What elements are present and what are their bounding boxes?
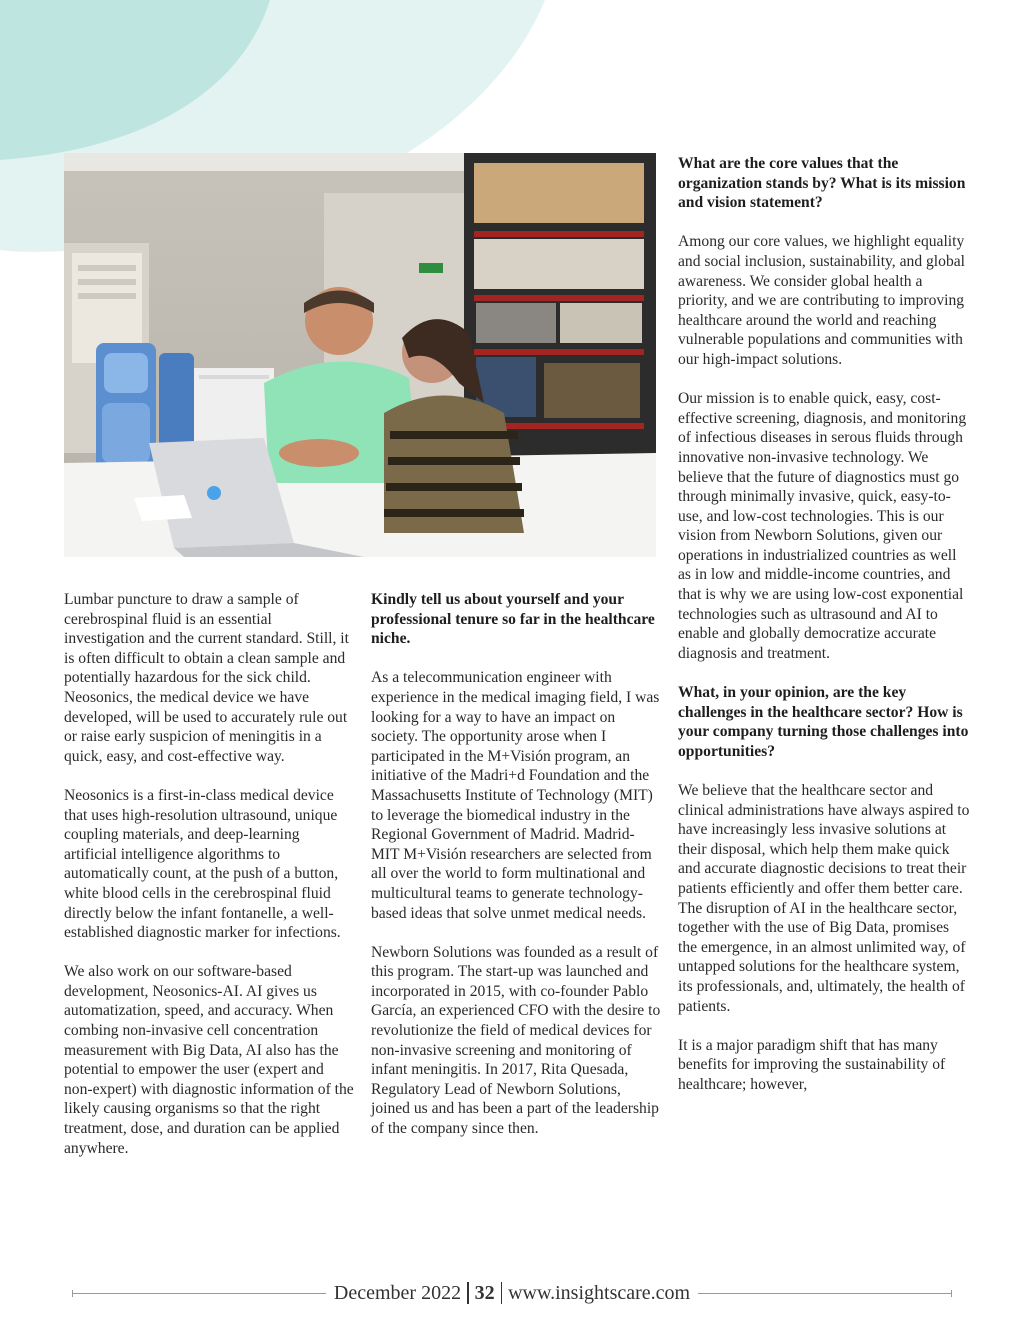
page-number: 32 — [474, 1281, 495, 1304]
paragraph: Our mission is to enable quick, easy, cost-effective screening, diagnosis, and monitoring of infectious diseases in serous fluids through innovative non-invasive technology. We believe that the future of diagnostics must go through minimally invasive, quick, easy-to-use, and low-cost technologies. This is our vision from Newborn Solutions, given our operations in industrialized countries as well as in low and middle-income countries, and that is why we are using low-cost exponential technologies such as ultrasound and AI to enable and globally democratize accurate diagnosis and treatment. — [678, 390, 967, 662]
paragraph: Neosonics is a first-in-class medical device that uses high-resolution ultrasound, unique coupling materials, and deep-learning artificial intelligence algorithms to automatically count, at the push of a button, white blood cells in the cerebrospinal fluid directly below the infant fontanelle, a well-established diagnostic marker for infections. — [64, 786, 341, 942]
article-column-1 — [64, 590, 356, 1178]
paragraph: We also work on our software-based development, Neosonics-AI. AI gives us automatization, speed, and accuracy. When combing non-invasive cell concentration measurement with Big Data, AI also has the potential to empower the user (expert and non-expert) with diagnostic information of the likely causing organisms so that the right treatment, dose, and duration can be applied anywhere. — [64, 963, 354, 1157]
footer-separator — [501, 1282, 503, 1304]
footer-website-link[interactable]: www.insightscare.com — [508, 1281, 691, 1304]
footer-rule-left — [72, 1293, 326, 1294]
article-column-3 — [678, 154, 970, 1114]
paragraph: Newborn Solutions was founded as a result of this program. The start-up was launched and incorporated in 2015, with co-founder Pablo García, an experienced CFO with the desire to revolutionize the field of medical devices for non-invasive screening and monitoring of infant meningitis. In 2017, Rita Quesada, Regulatory Lead of Newborn Solutions, joined us and has been a part of the leadership of the company since then. — [371, 943, 661, 1138]
interview-question: What are the core values that the organization stands by? What is its mission and vision statement? — [678, 155, 966, 212]
footer-text — [326, 1282, 698, 1305]
article-photo — [64, 153, 656, 557]
paragraph: Among our core values, we highlight equality and social inclusion, sustainability, and global awareness. We consider global health a priority, and we are contributing to improving healthcare around the world and reaching vulnerable populations and communities with our high-impact solutions. — [678, 233, 965, 368]
footer-date: December 2022 — [333, 1281, 462, 1304]
interview-question: Kindly tell us about yourself and your professional tenure so far in the healthcare niche. — [371, 591, 655, 648]
article-column-2 — [371, 590, 663, 1158]
photo-lab-illustration — [64, 153, 656, 557]
footer-separator — [467, 1282, 469, 1304]
paragraph: It is a major paradigm shift that has many benefits for improving the sustainability of healthcare; however, — [678, 1036, 946, 1093]
paragraph: We believe that the healthcare sector and clinical administrations have always aspired to have increasingly less invasive solutions at their disposal, which help them make quick and accurate diagnostic decisions to treat their patients efficiently and offer them better care. The disruption of AI in the healthcare sector, together with the use of Big Data, promises the emergence, in an almost unlimited way, of untapped solutions for the healthcare system, its professionals, and, ultimately, the health of patients. — [678, 782, 970, 1015]
paragraph: Lumbar puncture to draw a sample of cerebrospinal fluid is an essential investigation and the current standard. Still, it is often difficult to obtain a clean sample and potentially hazardous for the sick child. Neosonics, the medical device we have developed, will be used to accurately rule out or raise early suspicion of meningitis in a quick, easy, and cost-effective way. — [64, 591, 349, 765]
interview-question: What, in your opinion, are the key challenges in the healthcare sector? How is your company turning those challenges into opportunities? — [678, 684, 969, 760]
page-footer — [72, 1280, 952, 1306]
footer-rule-right — [698, 1293, 952, 1294]
paragraph: As a telecommunication engineer with experience in the medical imaging field, I was looking for a way to have an impact on society. The opportunity arose when I participated in the M+Visión program, an initiative of the Madri+d Foundation and the Massachusetts Institute of Technology (MIT) to leverage the biomedical industry in the Regional Government of Madrid. Madrid-MIT M+Visión researchers are selected from all over the world to form multinational and multicultural teams to generate technology-based ideas that solve unmet medical needs. — [371, 669, 660, 922]
